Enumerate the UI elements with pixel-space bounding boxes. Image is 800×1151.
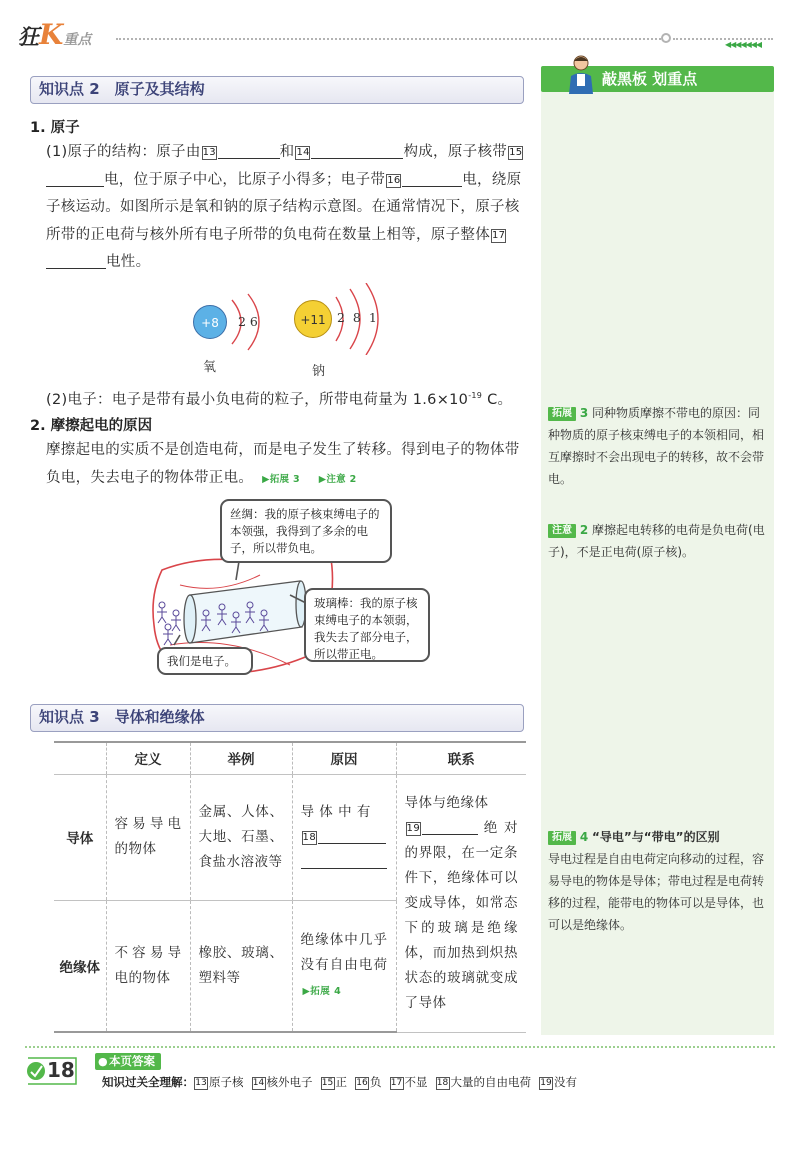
- subsection-title-atom: 1. 原子: [30, 120, 80, 136]
- blank-number-19: 19: [406, 822, 421, 834]
- electron-paragraph: (2)电子：电子是带有最小负电荷的粒子，所带电荷量为 $1.6\times 10^{-19}$ C。: [46, 391, 513, 408]
- brand-logo: 狂K重点: [18, 18, 92, 51]
- conductor-insulator-table: [54, 741, 526, 1033]
- table-header: [54, 742, 106, 774]
- table-header: 原因: [292, 742, 396, 774]
- section-header-kp3: 知识点 3 导体和绝缘体: [30, 704, 524, 732]
- friction-paragraph: 摩擦起电的实质不是创造电荷，而是电子发生了转移。得到电子的物体带负电，失去电子的物体带正电。 ▶拓展 3 ▶注意 2: [46, 442, 520, 486]
- header-circle-icon: [661, 33, 671, 43]
- blank-number-16: 16: [387, 174, 401, 186]
- speech-bubble-silk: 丝绸：我的原子核束缚电子的本领强，我得到了多余的电子，所以带负电。: [220, 499, 392, 563]
- sodium-nucleus: +11: [294, 300, 332, 338]
- conductor-definition: 容易导电的物体: [114, 816, 182, 857]
- conductor-reason: 导 体 中 有 18: [301, 800, 388, 875]
- oxygen-label: 氧: [203, 360, 217, 375]
- note-tag: 注意: [548, 524, 576, 538]
- insulator-reason: 绝缘体中几乎没有自由电荷▶拓展 4: [300, 931, 388, 997]
- fill-blank-18-line2[interactable]: [301, 853, 387, 869]
- speech-bubble-electrons: 我们是电子。: [157, 647, 253, 675]
- blank-number-15: 15: [509, 147, 523, 158]
- ref-extension-4[interactable]: ▶拓展 4: [302, 985, 342, 997]
- blank-number-17: 17: [492, 229, 506, 241]
- table-header: 举例: [190, 742, 292, 774]
- header-arrows-icon: ◀◀◀◀◀◀◀: [725, 40, 762, 49]
- sidenote-note-2: 注意 2 摩擦起电转移的电荷是负电荷(电子)，不是正电荷(原子核)。: [548, 523, 765, 559]
- atom-structure-paragraph: (1)原子的结构：原子由 13 和 14 构成，原子核带 15电，位于原子中心，比原子小得多；电子带 16 电，绕原子核运动。如图所示是氧和钠的原子结构示意图。在通常情况下，原子核所带的正电荷与核外所有电子所带的负电荷在数量上相等，原子整体 17电性。: [46, 144, 523, 270]
- sidebar-title: 敲黑板 划重点: [602, 70, 698, 88]
- sidenote-extension-3: 拓展 3 同种物质摩擦不带电的原因：同种物质的原子核束缚电子的本领相同，相互摩擦时不会出现电子的转移，故不会带电。: [548, 406, 765, 486]
- speech-bubble-glass-rod: 玻璃棒：我的原子核束缚电子的本领弱，我失去了部分电子，所以带正电。: [304, 588, 430, 662]
- table-header: 联系: [396, 742, 526, 774]
- insulator-definition: 不容易导电的物体: [114, 944, 182, 986]
- sodium-shell-electrons: 2 8 1: [337, 310, 379, 325]
- table-header-row: [54, 742, 526, 774]
- conductor-examples: 金属、人体、大地、石墨、食盐水溶液等: [198, 803, 284, 870]
- sidenote-extension-4: 拓展 4 “导电”与“带电”的区别 导电过程是自由电荷定向移动的过程，容易导电的物体是导体；带电过程是电荷转移的过程，能带电的物体可以是导体，也可以是绝缘体。: [548, 830, 765, 932]
- blank-number-18: 18: [302, 831, 317, 843]
- ref-note-2[interactable]: ▶注意 2: [318, 473, 357, 485]
- oxygen-nucleus: +8: [193, 305, 227, 339]
- page-number: 18: [47, 1058, 75, 1082]
- blank-number-13: 13: [202, 147, 216, 158]
- answer-tag: ● 本页答案: [95, 1053, 161, 1070]
- table-header: 定义: [106, 742, 190, 774]
- footer-dotted-line: [25, 1046, 775, 1048]
- header-dotted-line: [116, 38, 661, 40]
- insulator-examples: 橡胶、玻璃、塑料等: [198, 944, 284, 986]
- fill-blank-13[interactable]: [218, 143, 280, 159]
- extension-tag: 拓展: [548, 407, 576, 421]
- ref-extension-3[interactable]: ▶拓展 3: [262, 473, 300, 485]
- bulb-icon: ●: [98, 1055, 108, 1068]
- section-header-kp2: 知识点 2 原子及其结构: [30, 76, 524, 104]
- row-name-insulator: 绝缘体: [54, 900, 106, 1032]
- row-name-conductor: 导体: [54, 774, 106, 900]
- oxygen-shell-electrons: 2 6: [238, 314, 258, 329]
- conductor-insulator-relation: 导体与绝缘体 19 绝对的界限，在一定条件下，绝缘体可以变成导体，如常态下的玻璃是绝缘体，而加热到炽热状态的玻璃就变成了导体: [404, 794, 518, 1011]
- fill-blank-14[interactable]: [311, 143, 403, 159]
- sodium-label: 钠: [312, 364, 326, 379]
- blank-number-14: 14: [296, 147, 310, 158]
- subsection-title-friction: 2. 摩擦起电的原因: [30, 418, 153, 434]
- fill-blank-19[interactable]: [422, 819, 478, 835]
- answer-line: 知识过关全理解：13 原子核 14 核外电子 15 正 16 负 17 不显 18 大量的自由电荷 19 没有: [102, 1075, 577, 1089]
- fill-blank-16[interactable]: [402, 171, 462, 187]
- fill-blank-17[interactable]: [46, 253, 106, 269]
- fill-blank-15[interactable]: [46, 171, 104, 187]
- fill-blank-18[interactable]: [318, 828, 386, 844]
- teacher-icon: [563, 52, 601, 94]
- extension-tag: 拓展: [548, 831, 576, 845]
- table-row-conductor: [54, 774, 526, 900]
